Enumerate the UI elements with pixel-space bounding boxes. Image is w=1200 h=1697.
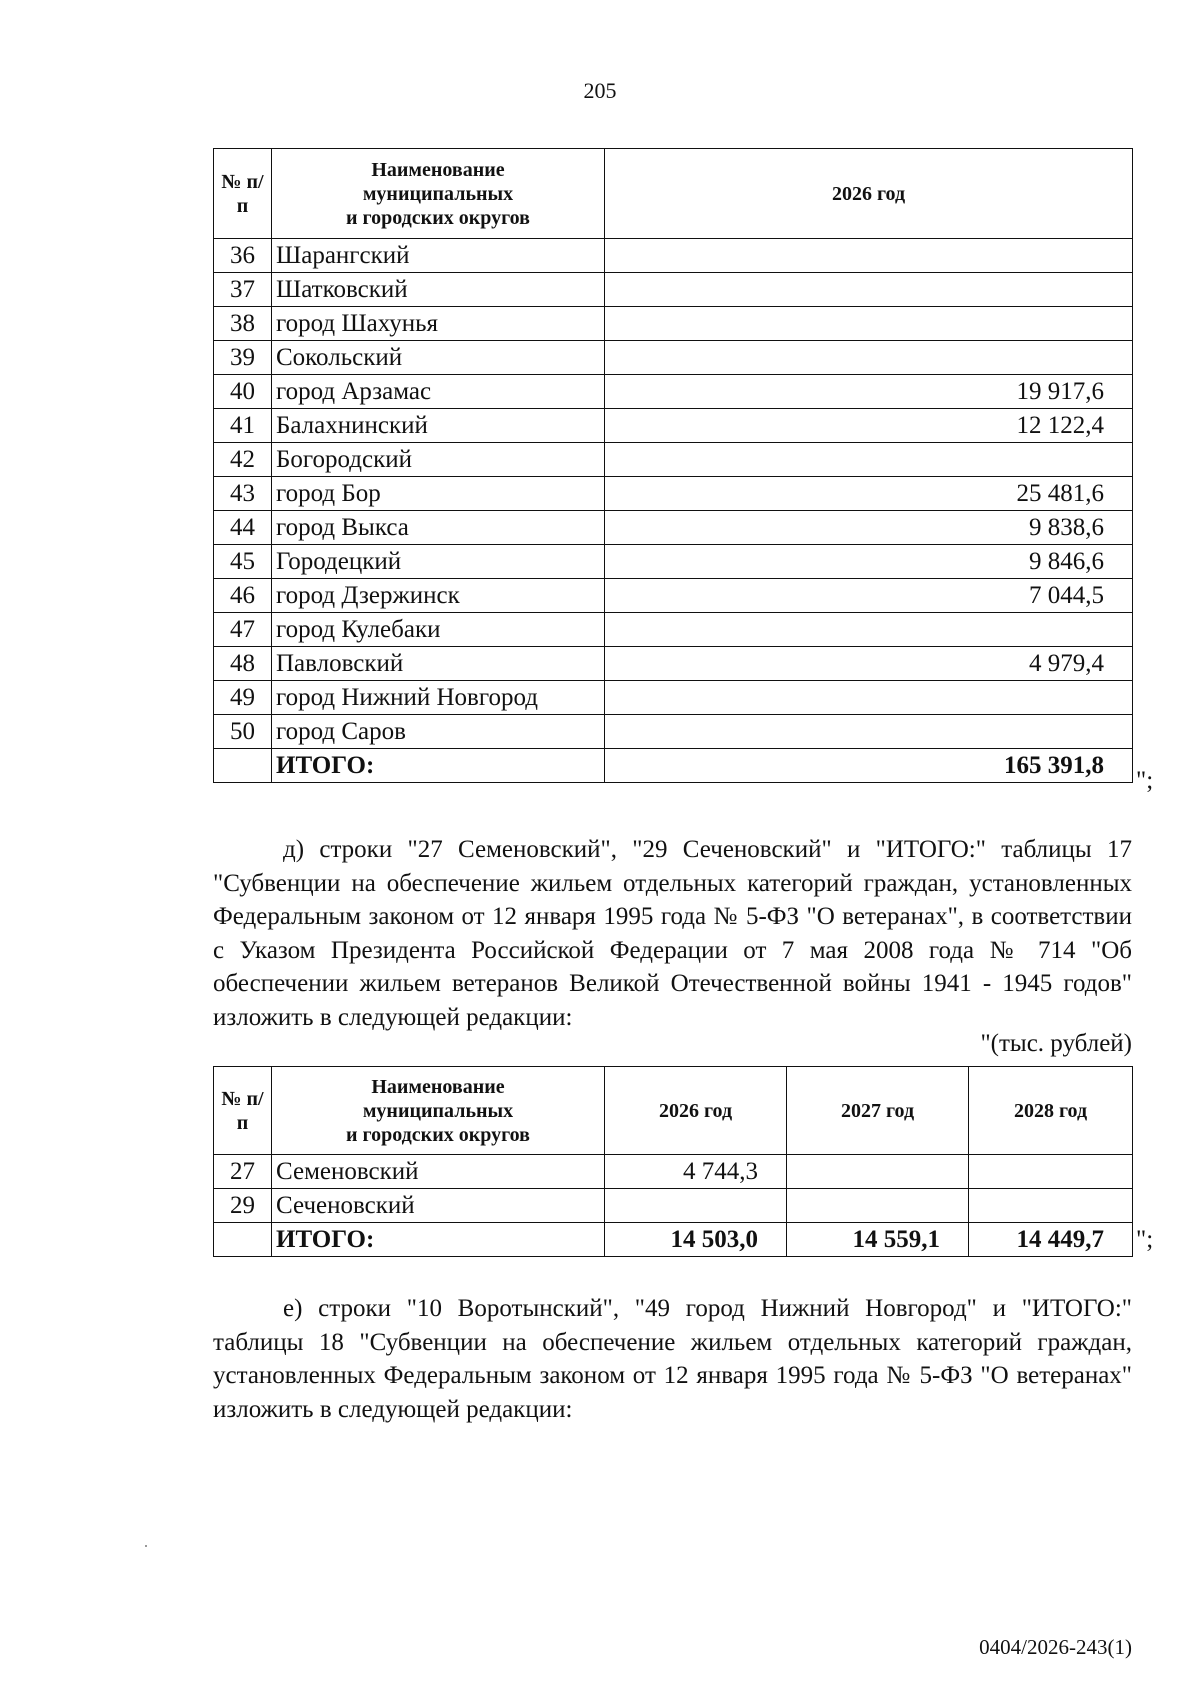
paragraph-d: д) строки "27 Семеновский", "29 Сеченовский" и "ИТОГО:" таблицы 17 "Субвенции на обеспечение жильем отдельных категорий граждан, установленных Федеральным законом от 12 января 1995 года № 5-ФЗ "О ветеранах", в соответствии с Указом Президента Российской Федерации от 7 мая 2008 года № 714 "Об обеспечении жильем ветеранов Великой Отечественной войны 1941 - 1945 годов" изложить в следующей редакции: — [213, 836, 1132, 1031]
row-value-2027 — [787, 1189, 969, 1223]
row-value-2026: 19 917,6 — [605, 375, 1133, 409]
unit-label: "(тыс. рублей) — [980, 1030, 1132, 1057]
row-municipality: Городецкий — [272, 545, 605, 579]
header-municipality-line1: Наименование — [371, 158, 505, 181]
table-body — [214, 239, 1133, 783]
row-value-2026 — [605, 1189, 787, 1223]
total-row — [214, 1223, 1133, 1257]
row-number: 49 — [214, 681, 272, 715]
document-code: 0404/2026-243(1) — [979, 1635, 1132, 1659]
table-row — [214, 511, 1133, 545]
total-number-cell — [214, 1223, 272, 1257]
row-number: 46 — [214, 579, 272, 613]
row-municipality: Балахнинский — [272, 409, 605, 443]
header-municipality — [272, 1067, 605, 1155]
row-number: 48 — [214, 647, 272, 681]
table-header-row — [214, 149, 1133, 239]
total-label: ИТОГО: — [272, 749, 605, 783]
total-value-2027: 14 559,1 — [787, 1223, 969, 1257]
row-number: 50 — [214, 715, 272, 749]
row-value-2026: 4 744,3 — [605, 1155, 787, 1189]
header-number: № п/п — [214, 149, 272, 239]
table-row — [214, 613, 1133, 647]
row-number: 39 — [214, 341, 272, 375]
row-value-2026 — [605, 613, 1133, 647]
scan-speck — [145, 1545, 147, 1547]
row-number: 37 — [214, 273, 272, 307]
total-label: ИТОГО: — [272, 1223, 605, 1257]
header-municipality-line2: муниципальных — [362, 1099, 514, 1122]
table1-closing-quote: "; — [1136, 767, 1154, 794]
row-value-2026 — [605, 307, 1133, 341]
row-municipality: Сокольский — [272, 341, 605, 375]
header-year-2028: 2028 год — [969, 1067, 1133, 1155]
row-municipality: город Выкса — [272, 511, 605, 545]
table-row — [214, 579, 1133, 613]
row-number: 43 — [214, 477, 272, 511]
table-row — [214, 715, 1133, 749]
total-number-cell — [214, 749, 272, 783]
total-value-2026: 14 503,0 — [605, 1223, 787, 1257]
table-row — [214, 647, 1133, 681]
table-header-row — [214, 1067, 1133, 1155]
table-row — [214, 545, 1133, 579]
row-number: 45 — [214, 545, 272, 579]
row-number: 40 — [214, 375, 272, 409]
header-municipality — [272, 149, 605, 239]
table-row — [214, 409, 1133, 443]
table-row — [214, 239, 1133, 273]
table-row — [214, 307, 1133, 341]
row-number: 38 — [214, 307, 272, 341]
total-row — [214, 749, 1133, 783]
total-value-2026: 165 391,8 — [605, 749, 1133, 783]
row-municipality: Шатковский — [272, 273, 605, 307]
row-value-2026 — [605, 273, 1133, 307]
table-row — [214, 681, 1133, 715]
table-row — [214, 375, 1133, 409]
table2-closing-quote: "; — [1136, 1226, 1154, 1253]
row-value-2026 — [605, 239, 1133, 273]
row-value-2026 — [605, 443, 1133, 477]
row-value-2028 — [969, 1155, 1133, 1189]
row-number: 47 — [214, 613, 272, 647]
row-municipality: Павловский — [272, 647, 605, 681]
row-municipality: город Кулебаки — [272, 613, 605, 647]
row-value-2027 — [787, 1155, 969, 1189]
row-value-2026: 12 122,4 — [605, 409, 1133, 443]
row-municipality: город Бор — [272, 477, 605, 511]
row-municipality: Семеновский — [272, 1155, 605, 1189]
row-value-2026 — [605, 341, 1133, 375]
header-municipality-line3: и городских округов — [346, 206, 530, 229]
table-row — [214, 443, 1133, 477]
row-municipality: город Шахунья — [272, 307, 605, 341]
row-value-2028 — [969, 1189, 1133, 1223]
row-value-2026: 9 838,6 — [605, 511, 1133, 545]
table-17-edits — [213, 1066, 1133, 1257]
row-number: 41 — [214, 409, 272, 443]
row-municipality: Шарангский — [272, 239, 605, 273]
row-municipality: Сеченовский — [272, 1189, 605, 1223]
row-value-2026: 4 979,4 — [605, 647, 1133, 681]
subsidy-table-continuation — [213, 148, 1133, 783]
header-year-2026: 2026 год — [605, 149, 1133, 239]
header-municipality-line3: и городских округов — [346, 1123, 530, 1146]
table-row — [214, 273, 1133, 307]
table-row — [214, 1189, 1133, 1223]
table-row — [214, 477, 1133, 511]
paragraph-e: е) строки "10 Воротынский", "49 город Нижний Новгород" и "ИТОГО:" таблицы 18 "Субвенции на обеспечение жильем отдельных категорий граждан, установленных Федеральным законом от 12 января 1995 года № 5-ФЗ "О ветеранах" изложить в следующей редакции: — [213, 1295, 1132, 1423]
header-number: № п/п — [214, 1067, 272, 1155]
row-value-2026 — [605, 715, 1133, 749]
row-value-2026: 9 846,6 — [605, 545, 1133, 579]
header-municipality-line2: муниципальных — [362, 182, 514, 205]
row-municipality: город Нижний Новгород — [272, 681, 605, 715]
row-value-2026 — [605, 681, 1133, 715]
row-number: 36 — [214, 239, 272, 273]
total-value-2028: 14 449,7 — [969, 1223, 1133, 1257]
row-municipality: город Арзамас — [272, 375, 605, 409]
row-value-2026: 25 481,6 — [605, 477, 1133, 511]
row-municipality: город Дзержинск — [272, 579, 605, 613]
table-row — [214, 1155, 1133, 1189]
row-number: 27 — [214, 1155, 272, 1189]
table-row — [214, 341, 1133, 375]
row-number: 29 — [214, 1189, 272, 1223]
row-number: 44 — [214, 511, 272, 545]
row-number: 42 — [214, 443, 272, 477]
header-year-2026: 2026 год — [605, 1067, 787, 1155]
header-year-2027: 2027 год — [787, 1067, 969, 1155]
row-municipality: Богородский — [272, 443, 605, 477]
row-municipality: город Саров — [272, 715, 605, 749]
row-value-2026: 7 044,5 — [605, 579, 1133, 613]
header-municipality-line1: Наименование — [371, 1075, 505, 1098]
page-number: 205 — [583, 78, 617, 103]
